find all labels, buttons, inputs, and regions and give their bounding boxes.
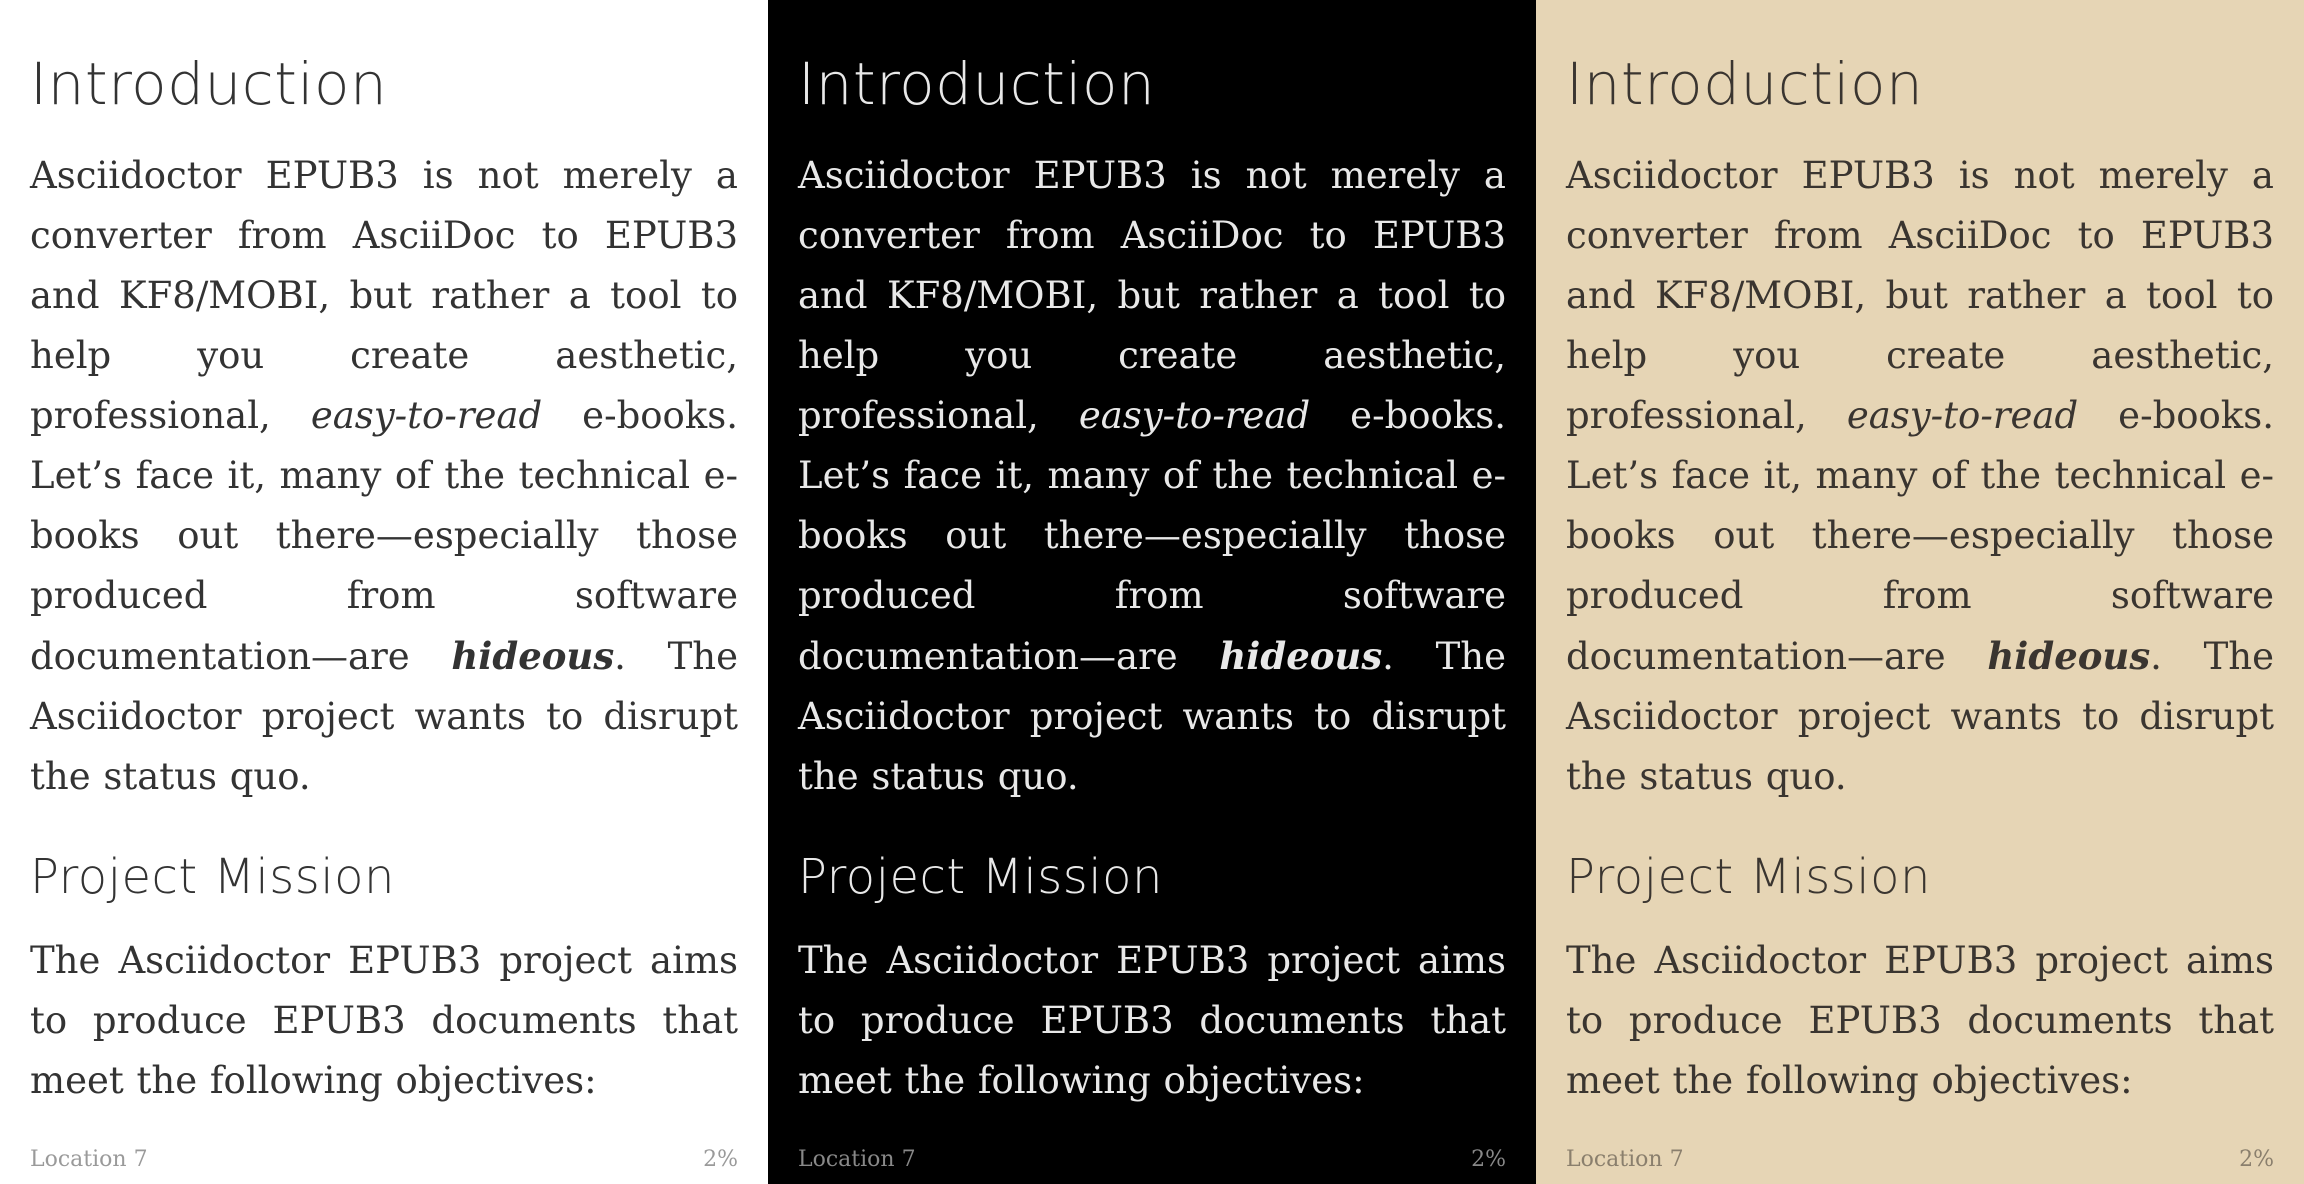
section-heading: Project Mission bbox=[1566, 849, 1931, 905]
strong-emphasis-text: hideous bbox=[1987, 634, 2151, 678]
progress-percent: 2% bbox=[2239, 1147, 2274, 1172]
progress-percent: 2% bbox=[703, 1147, 738, 1172]
intro-paragraph bbox=[798, 146, 1506, 807]
intro-text-a: Asciidoctor EPUB3 is not merely a converter from AsciiDoc to EPUB3 and KF8/MOBI, but rather a tool to help you create aesthetic, professional, bbox=[1566, 154, 2274, 437]
section-heading: Project Mission bbox=[798, 849, 1163, 905]
emphasis-text: easy-to-read bbox=[1078, 394, 1311, 437]
chapter-heading: Introduction bbox=[1566, 50, 1924, 118]
intro-paragraph bbox=[30, 146, 738, 807]
mission-paragraph: The Asciidoctor EPUB3 project aims to produce EPUB3 documents that meet the following objectives: bbox=[30, 939, 738, 1102]
chapter-heading: Introduction bbox=[30, 50, 388, 118]
intro-text-b: e-books. Let’s face it, many of the technical e-books out there—especially those produced from software documentation—are bbox=[798, 394, 1506, 678]
intro-paragraph bbox=[1566, 146, 2274, 807]
intro-text-a: Asciidoctor EPUB3 is not merely a converter from AsciiDoc to EPUB3 and KF8/MOBI, but rather a tool to help you create aesthetic, professional, bbox=[30, 154, 738, 437]
reader-footer bbox=[798, 1146, 1506, 1174]
section-heading: Project Mission bbox=[30, 849, 395, 905]
reader-pane-dark[interactable] bbox=[768, 0, 1536, 1184]
reader-footer bbox=[1566, 1146, 2274, 1174]
mission-paragraph: The Asciidoctor EPUB3 project aims to produce EPUB3 documents that meet the following objectives: bbox=[798, 939, 1506, 1102]
intro-text-c: . The Asciidoctor project wants to disrupt the status quo. bbox=[30, 635, 738, 798]
intro-text-a: Asciidoctor EPUB3 is not merely a converter from AsciiDoc to EPUB3 and KF8/MOBI, but rather a tool to help you create aesthetic, professional, bbox=[798, 154, 1506, 437]
reader-pane-light[interactable] bbox=[0, 0, 768, 1184]
intro-text-b: e-books. Let’s face it, many of the technical e-books out there—especially those produced from software documentation—are bbox=[1566, 394, 2274, 678]
reader-pane-sepia[interactable] bbox=[1536, 0, 2304, 1184]
intro-text-c: . The Asciidoctor project wants to disrupt the status quo. bbox=[1566, 635, 2274, 798]
reader-footer bbox=[30, 1146, 738, 1174]
progress-percent: 2% bbox=[1471, 1147, 1506, 1172]
location-indicator: Location 7 bbox=[798, 1147, 916, 1172]
emphasis-text: easy-to-read bbox=[310, 394, 543, 437]
intro-text-c: . The Asciidoctor project wants to disrupt the status quo. bbox=[798, 635, 1506, 798]
location-indicator: Location 7 bbox=[1566, 1147, 1684, 1172]
emphasis-text: easy-to-read bbox=[1846, 394, 2079, 437]
mission-paragraph: The Asciidoctor EPUB3 project aims to produce EPUB3 documents that meet the following objectives: bbox=[1566, 939, 2274, 1102]
strong-emphasis-text: hideous bbox=[1219, 634, 1383, 678]
strong-emphasis-text: hideous bbox=[451, 634, 615, 678]
location-indicator: Location 7 bbox=[30, 1147, 148, 1172]
chapter-heading: Introduction bbox=[798, 50, 1156, 118]
intro-text-b: e-books. Let’s face it, many of the technical e-books out there—especially those produced from software documentation—are bbox=[30, 394, 738, 678]
